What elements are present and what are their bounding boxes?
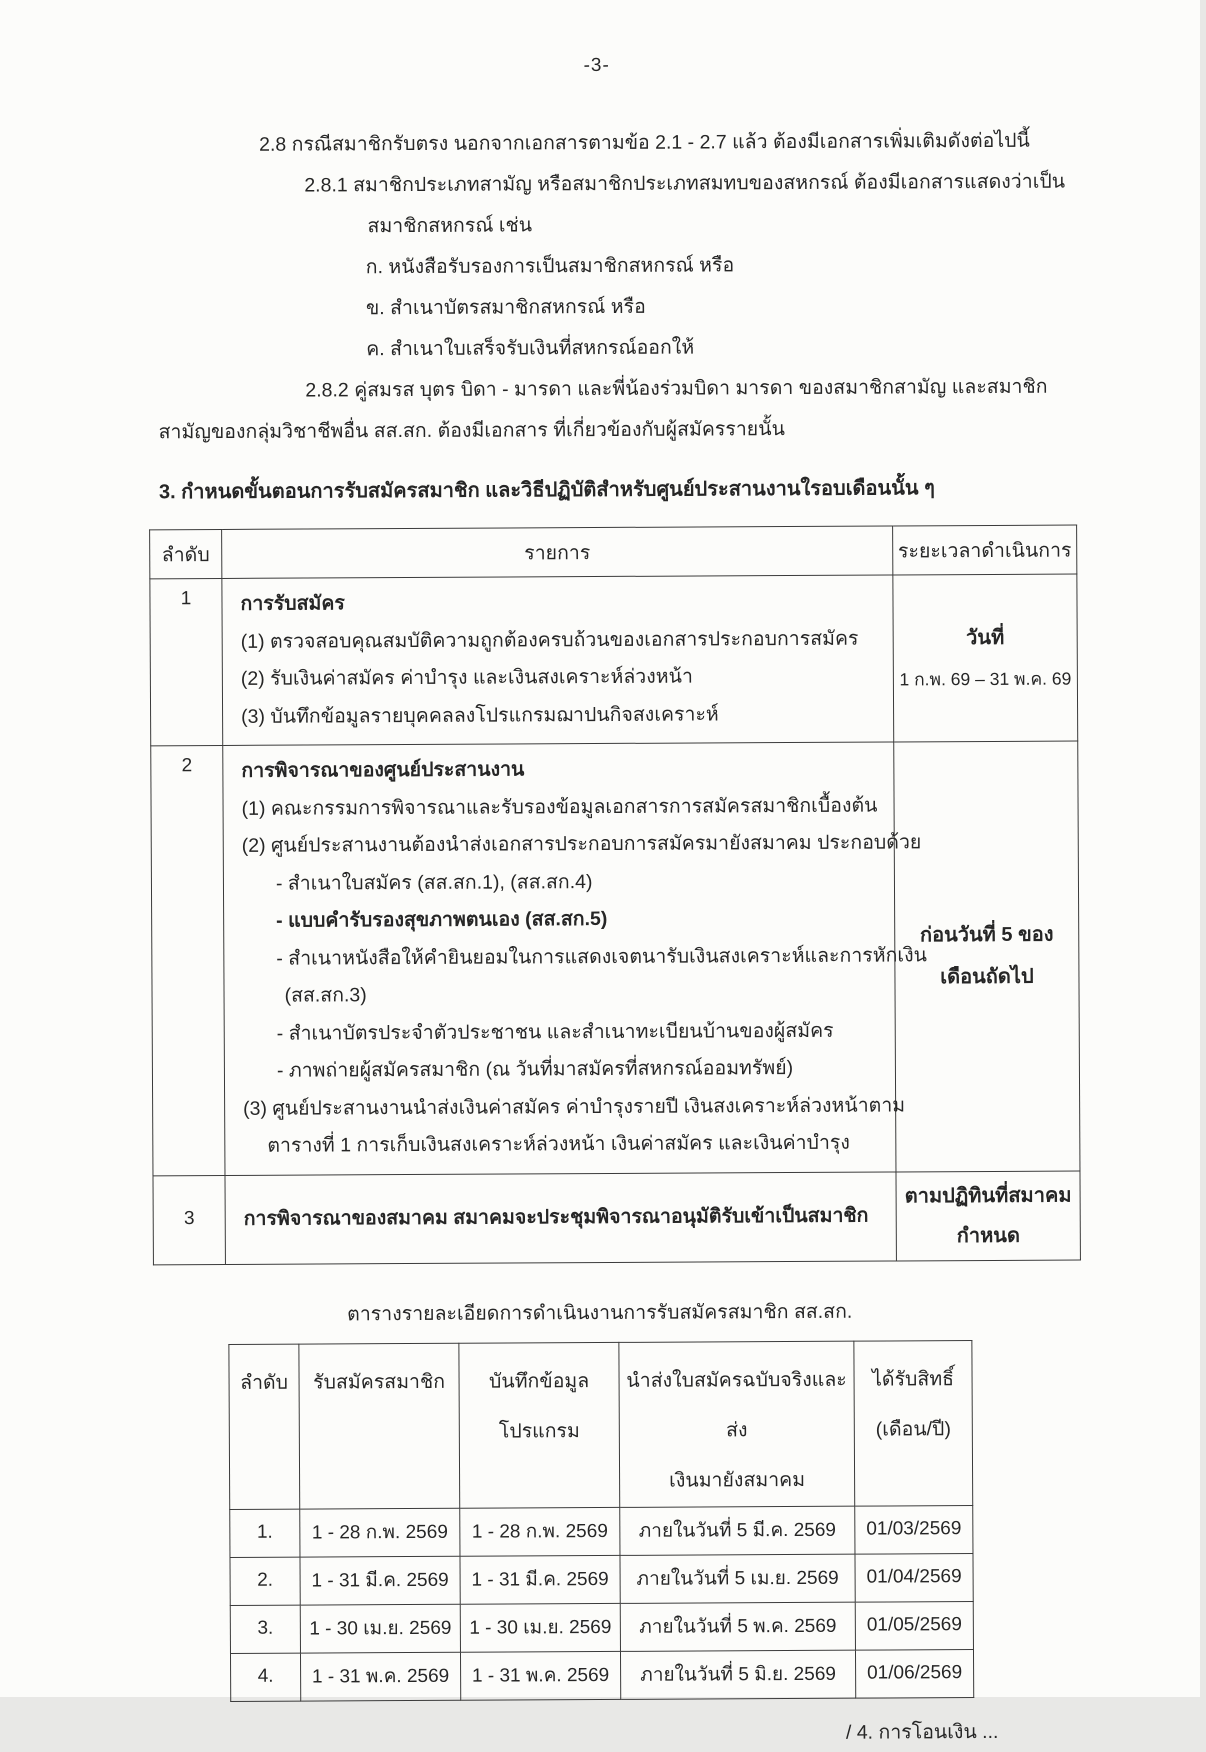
row1-period <box>893 574 1078 742</box>
section-2-8 <box>157 120 1104 453</box>
cell-order: 4. <box>230 1653 300 1701</box>
cell-order: 3. <box>230 1605 300 1653</box>
cell-entry: 1 - 31 มี.ค. 2569 <box>460 1555 620 1604</box>
header-line: โปรแกรม <box>498 1419 580 1443</box>
cell-rights: 01/03/2569 <box>855 1505 973 1554</box>
row2-order: 2 <box>151 745 225 1175</box>
cell-apply: 1 - 31 พ.ค. 2569 <box>300 1652 460 1701</box>
continuation-note: / 4. การโอนเงิน ... <box>845 1720 999 1744</box>
schedule-table <box>228 1340 974 1702</box>
text-line: การรับสมัคร <box>240 592 345 615</box>
cell-order: 2. <box>230 1557 300 1605</box>
period-title: วันที่ <box>966 626 1005 650</box>
text-line: - สำเนาใบสมัคร (สส.สก.1), (สส.สก.4) <box>275 870 593 895</box>
col-header-order <box>229 1344 300 1509</box>
list-item-kho: ข. สำเนาบัตรสมาชิกสหกรณ์ หรือ <box>365 295 646 320</box>
page-number: -3- <box>583 54 610 77</box>
cell-submit: ภายในวันที่ 5 พ.ค. 2569 <box>620 1602 855 1651</box>
list-item-kh: ค. สำเนาใบเสร็จรับเงินที่สหกรณ์ออกให้ <box>366 336 695 361</box>
row2-items <box>223 742 927 1175</box>
list-item-ko: ก. หนังสือรับรองการเป็นสมาชิกสหกรณ์ หรือ <box>365 254 735 279</box>
schedule-row <box>230 1505 973 1557</box>
cell-rights: 01/04/2569 <box>855 1553 973 1602</box>
period-line: ตามปฏิทินที่สมาคม <box>904 1184 1072 1207</box>
schedule-row <box>230 1601 973 1653</box>
procedure-table <box>149 524 1081 1264</box>
text-line: (1) คณะกรรมการพิจารณาและรับรองข้อมูลเอกสารการสมัครสมาชิกเบื้องต้น <box>241 794 878 820</box>
cell-order: 1. <box>230 1509 300 1557</box>
schedule-table-caption: ตารางรายละเอียดการดำเนินงานการรับสมัครสมาชิก สส.สก. <box>347 1300 853 1325</box>
col-header-submit <box>619 1341 855 1507</box>
text-line: (1) ตรวจสอบคุณสมบัติความถูกต้องครบถ้วนของเอกสารประกอบการสมัคร <box>240 627 859 653</box>
header-line: รับสมัครสมาชิก <box>313 1370 446 1394</box>
col-header-data-entry <box>459 1342 620 1508</box>
text-line: - สำเนาบัตรประจำตัวประชาชน และสำเนาทะเบียนบ้านของผู้สมัคร <box>276 1019 834 1045</box>
header-line: เงินมายังสมาคม <box>669 1468 806 1492</box>
procedure-row-2 <box>151 741 1080 1175</box>
cell-apply: 1 - 30 เม.ย. 2569 <box>300 1604 460 1653</box>
para-2-8-2: 2.8.2 คู่สมรส บุตร บิดา - มารดา และพี่น้องร่วมบิดา มารดา ของสมาชิกสามัญ และสมาชิก <box>305 375 1048 402</box>
col-header-order: ลำดับ <box>150 529 222 578</box>
period-range: 1 ก.พ. 69 – 31 พ.ค. 69 <box>899 668 1072 690</box>
text-line: (3) บันทึกข้อมูลรายบุคคลลงโปรแกรมฌาปนกิจสงเคราะห์ <box>241 702 719 728</box>
header-line: ลำดับ <box>240 1371 289 1394</box>
header-line: (เดือน/ปี) <box>875 1417 951 1441</box>
para-2-8-2-cont: สามัญของกลุ่มวิชาชีพอื่น สส.สก. ต้องมีเอกสาร ที่เกี่ยวข้องกับผู้สมัครรายนั้น <box>158 418 785 444</box>
cell-submit: ภายในวันที่ 5 มี.ค. 2569 <box>620 1506 855 1555</box>
col-header-rights <box>854 1340 973 1506</box>
col-header-apply-period <box>299 1343 460 1509</box>
text-line: (2) รับเงินค่าสมัคร ค่าบำรุง และเงินสงเคราะห์ล่วงหน้า <box>240 665 693 690</box>
cell-rights: 01/06/2569 <box>855 1649 973 1698</box>
para-2-8: 2.8 กรณีสมาชิกรับตรง นอกจากเอกสารตามข้อ 2.1 - 2.7 แล้ว ต้องมีเอกสารเพิ่มเติมดังต่อไปนี้ <box>259 129 1030 156</box>
row2-period <box>894 741 1080 1171</box>
row3-period <box>896 1170 1080 1260</box>
header-line: ได้รับสิทธิ์ <box>872 1367 955 1391</box>
procedure-table-header-row <box>150 525 1077 579</box>
cell-rights: 01/05/2569 <box>855 1601 973 1650</box>
cell-submit: ภายในวันที่ 5 มิ.ย. 2569 <box>620 1650 855 1699</box>
text-line: การพิจารณาของสมาคม สมาคมจะประชุมพิจารณาอนุมัติรับเข้าเป็นสมาชิก <box>243 1204 869 1230</box>
col-header-item: รายการ <box>222 526 893 579</box>
cell-submit: ภายในวันที่ 5 เม.ย. 2569 <box>620 1554 855 1603</box>
procedure-row-3 <box>153 1170 1080 1264</box>
period-line: เดือนถัดไป <box>940 965 1034 989</box>
text-line: (3) ศูนย์ประสานงานนำส่งเงินค่าสมัคร ค่าบำรุงรายปี เงินสงเคราะห์ล่วงหน้าตาม <box>243 1093 906 1120</box>
header-line: นำส่งใบสมัครฉบับจริงและส่ง <box>626 1368 847 1441</box>
procedure-row-1 <box>150 574 1078 746</box>
text-line: - ภาพถ่ายผู้สมัครสมาชิก (ณ วันที่มาสมัครที่สหกรณ์ออมทรัพย์) <box>276 1056 794 1082</box>
text-line: ตารางที่ 1 การเก็บเงินสงเคราะห์ล่วงหน้า เงินค่าสมัคร และเงินค่าบำรุง <box>267 1131 850 1157</box>
schedule-row <box>230 1649 973 1701</box>
text-line: - สำเนาหนังสือให้คำยินยอมในการแสดงเจตนารับเงินสงเคราะห์และการหักเงิน <box>276 943 927 970</box>
period-line: ก่อนวันที่ 5 ของ <box>919 923 1054 947</box>
header-line: บันทึกข้อมูล <box>488 1369 590 1393</box>
row3-items <box>225 1171 896 1264</box>
section-3-heading: 3. กำหนดขั้นตอนการรับสมัครสมาชิก และวิธีปฏิบัติสำหรับศูนย์ประสานงานใรอบเดือนนั้น ๆ <box>158 477 935 504</box>
schedule-row <box>230 1553 973 1605</box>
cell-apply: 1 - 31 มี.ค. 2569 <box>300 1556 460 1605</box>
text-line: (2) ศูนย์ประสานงานต้องนำส่งเอกสารประกอบการสมัครมายังสมาคม ประกอบด้วย <box>241 831 922 857</box>
period-line: กำหนด <box>956 1224 1020 1247</box>
row3-order: 3 <box>153 1175 225 1264</box>
row1-order: 1 <box>150 578 223 745</box>
row1-items <box>222 575 894 746</box>
text-line: - แบบคำรับรองสุขภาพตนเอง (สส.สก.5) <box>276 907 608 932</box>
text-line: การพิจารณาของศูนย์ประสานงาน <box>241 758 525 782</box>
cell-entry: 1 - 31 พ.ค. 2569 <box>460 1651 620 1700</box>
schedule-header-row <box>229 1340 973 1509</box>
col-header-period: ระยะเวลาดำเนินการ <box>893 525 1077 575</box>
text-line: (สส.สก.3) <box>284 984 367 1007</box>
cell-entry: 1 - 30 เม.ย. 2569 <box>460 1603 620 1652</box>
para-2-8-1-cont: สมาชิกสหกรณ์ เช่น <box>367 214 533 238</box>
para-2-8-1: 2.8.1 สมาชิกประเภทสามัญ หรือสมาชิกประเภทสมทบของสหกรณ์ ต้องมีเอกสารแสดงว่าเป็น <box>304 170 1066 197</box>
cell-apply: 1 - 28 ก.พ. 2569 <box>300 1508 460 1557</box>
cell-entry: 1 - 28 ก.พ. 2569 <box>460 1507 620 1556</box>
